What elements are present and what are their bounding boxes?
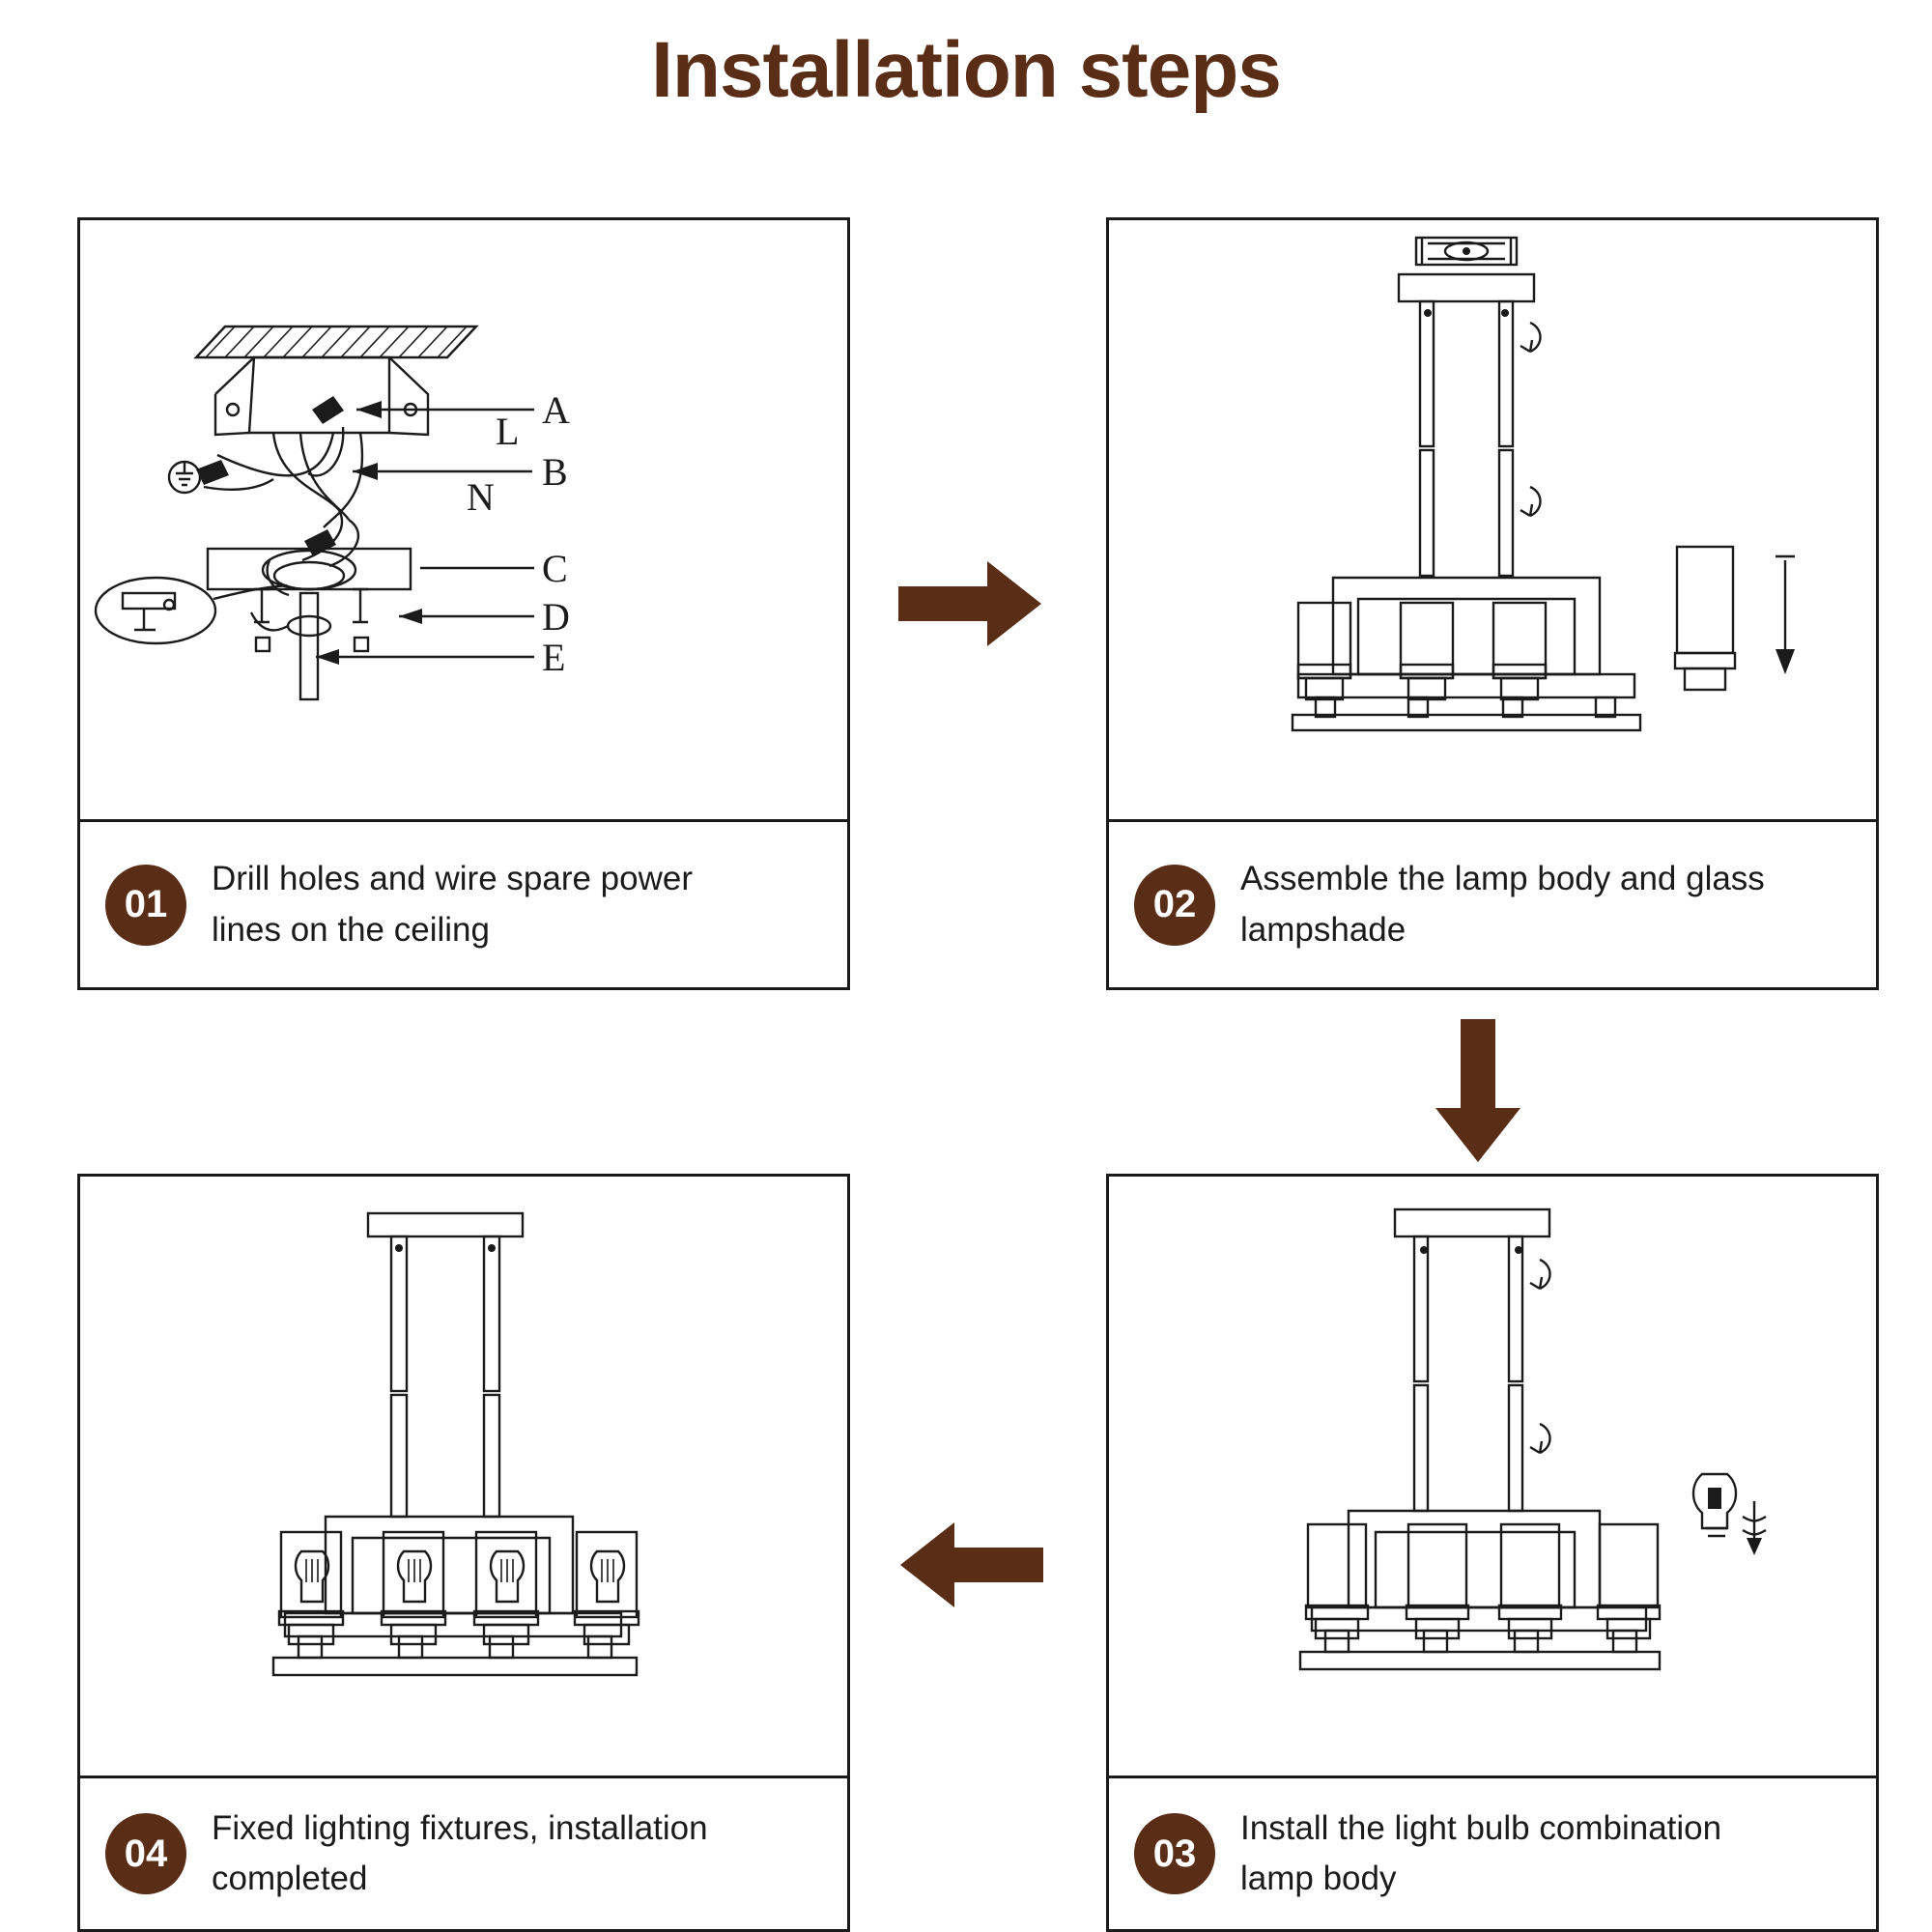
glass-shades xyxy=(1306,1524,1660,1638)
arrow-step2-to-step3-icon xyxy=(1430,1019,1526,1164)
step-03-number: 03 xyxy=(1134,1813,1215,1894)
glass-shades-with-bulbs xyxy=(279,1532,639,1644)
diagram-label-c: C xyxy=(542,547,568,590)
suspension-rods xyxy=(1420,301,1541,576)
loose-glass-shade xyxy=(1675,547,1735,690)
step-04-caption xyxy=(80,1778,847,1929)
step-01-diagram xyxy=(80,220,847,822)
diagram-label-l: L xyxy=(496,410,520,453)
rod-e xyxy=(251,593,330,699)
step-03-text: Install the light bulb combination lamp body xyxy=(1240,1808,1722,1897)
lamp-body-frame xyxy=(273,1517,637,1675)
light-bulb-icon xyxy=(1693,1474,1736,1536)
install-direction-arrow xyxy=(1776,556,1795,674)
mount-bracket-a xyxy=(215,357,428,435)
glass-shades xyxy=(1298,603,1546,699)
screws-d xyxy=(254,589,368,651)
step-03-diagram xyxy=(1109,1177,1876,1778)
diagram-label-d: D xyxy=(542,595,570,639)
step-02-text: Assemble the lamp body and glass lampshade xyxy=(1240,860,1765,949)
step-02-number: 02 xyxy=(1134,865,1215,946)
ground-symbol xyxy=(169,462,200,493)
diagram-label-b: B xyxy=(542,450,568,494)
diagram-label-n: N xyxy=(467,475,495,519)
diagram-label-a: A xyxy=(542,388,570,432)
step-01-number: 01 xyxy=(105,865,186,946)
arrow-step1-to-step2-icon xyxy=(898,555,1043,652)
diagram-label-e: E xyxy=(542,636,566,679)
arrow-step3-to-step4-icon xyxy=(898,1517,1043,1613)
detail-callout xyxy=(96,578,287,643)
canopy xyxy=(1395,1209,1549,1254)
lamp-body-frame xyxy=(1293,578,1640,730)
step-04-number: 04 xyxy=(105,1813,186,1894)
step-04-text: Fixed lighting fixtures, installation completed xyxy=(212,1808,708,1897)
step-03-caption xyxy=(1109,1778,1876,1929)
ceiling-mount-plate xyxy=(1416,238,1517,265)
canopy-plate-c xyxy=(208,549,411,595)
step-02-caption xyxy=(1109,822,1876,987)
step-panel-01 xyxy=(77,217,850,990)
step-01-caption xyxy=(80,822,847,987)
ceiling-hatch xyxy=(196,327,476,357)
suspension-rods xyxy=(391,1236,499,1517)
screw-direction-icon xyxy=(1743,1501,1766,1555)
step-04-diagram xyxy=(80,1177,847,1778)
lamp-body-frame xyxy=(1300,1511,1660,1669)
step-panel-04 xyxy=(77,1174,850,1932)
wire-connectors xyxy=(196,396,344,556)
suspension-rods xyxy=(1414,1236,1550,1511)
step-01-text: Drill holes and wire spare power lines on the ceiling xyxy=(212,860,693,949)
step-panel-03 xyxy=(1106,1174,1879,1932)
step-panel-02 xyxy=(1106,217,1879,990)
ceiling-wires xyxy=(204,427,362,566)
step-02-diagram xyxy=(1109,220,1876,822)
page-title: Installation steps xyxy=(651,26,1281,114)
